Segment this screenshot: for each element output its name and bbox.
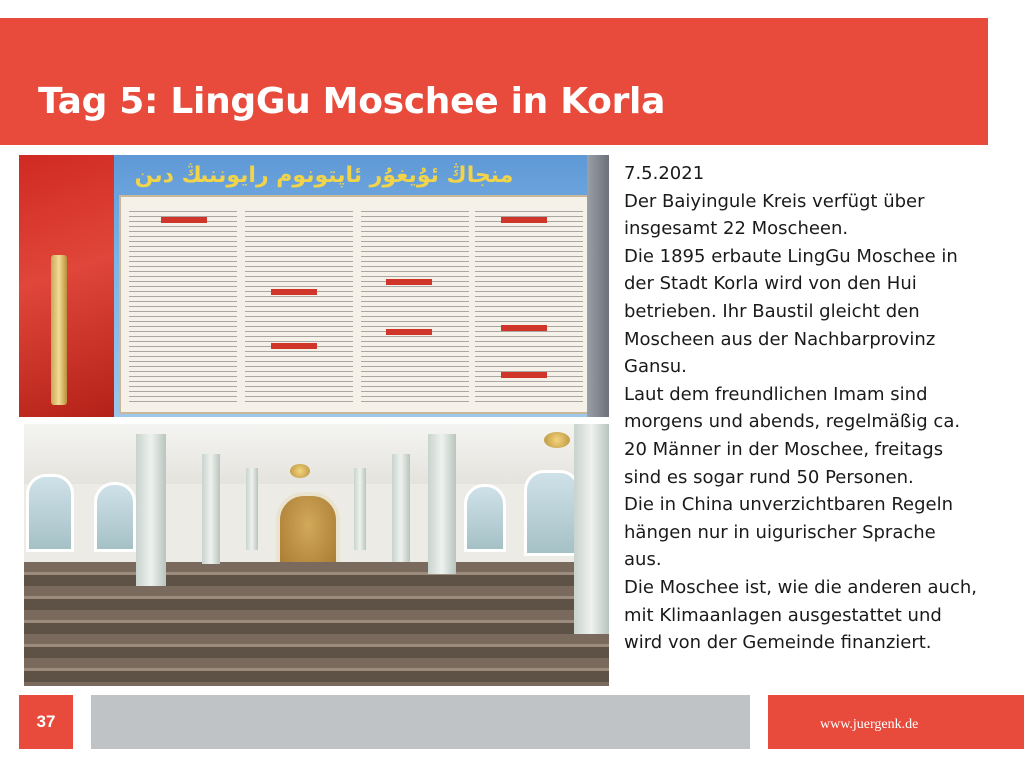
section-marker — [386, 329, 432, 335]
pillar — [428, 434, 456, 574]
body-line: Laut dem freundlichen Imam sind — [624, 383, 928, 405]
window — [524, 470, 580, 556]
section-marker — [161, 217, 207, 223]
section-marker — [501, 325, 547, 331]
mosque-interior-photo — [24, 424, 609, 686]
section-marker — [386, 279, 432, 285]
slide-body-text — [624, 160, 1004, 657]
section-marker — [501, 217, 547, 223]
section-marker — [501, 372, 547, 378]
body-line: mit Klimaanlagen ausgestattet und — [624, 604, 942, 626]
section-marker — [271, 289, 317, 295]
window — [26, 474, 74, 552]
body-line: Die in China unverzichtbaren Regeln — [624, 494, 954, 516]
chandelier — [544, 432, 570, 448]
text-column — [245, 211, 353, 403]
body-line: der Stadt Korla wird von den Hui — [624, 273, 917, 295]
pillar — [136, 434, 166, 586]
pillar — [574, 424, 609, 634]
golden-pillar-decoration — [51, 255, 67, 405]
body-line: Die Moschee ist, wie die anderen auch, — [624, 576, 977, 598]
body-line: Der Baiyingule Kreis verfügt über — [624, 190, 925, 212]
body-line: wird von der Gemeinde finanziert. — [624, 632, 932, 654]
body-line: Die 1895 erbaute LingGu Moschee in — [624, 245, 958, 267]
section-marker — [271, 343, 317, 349]
window — [94, 482, 136, 552]
chandelier — [290, 464, 310, 478]
window — [464, 484, 506, 552]
footer-bar — [91, 695, 750, 749]
pillar — [202, 454, 220, 564]
website-url: www.juergenk.de — [820, 717, 919, 732]
body-line: betrieben. Ihr Baustil gleicht den — [624, 300, 920, 322]
body-line: Moscheen aus der Nachbarprovinz — [624, 328, 936, 350]
body-line: aus. — [624, 549, 662, 571]
body-line: 20 Männer in der Moschee, freitags — [624, 438, 944, 460]
body-line: Gansu. — [624, 356, 687, 378]
page-number: 37 — [19, 695, 73, 749]
pillar — [392, 454, 410, 562]
body-line: insgesamt 22 Moscheen. — [624, 218, 849, 240]
board-headline: ﻣﻨﺠﺎڭ ﺋﯘﻳﻐﯘﺭ ﺋﺎﭘﺘﻮﻧﻮﻡ ﺭﺍﻳﻮﻧﻨﯩﯔ ﺩﯨﻦ — [134, 163, 514, 188]
wall-edge — [587, 155, 609, 417]
body-line: sind es sogar rund 50 Personen. — [624, 466, 914, 488]
rules-poster — [119, 195, 593, 414]
propaganda-board-photo — [19, 155, 609, 417]
pillar — [246, 468, 258, 550]
prayer-carpet — [24, 562, 609, 686]
slide-title: Tag 5: LingGu Moschee in Korla — [38, 81, 666, 122]
body-line: morgens und abends, regelmäßig ca. — [624, 411, 961, 433]
body-line: hängen nur in uigurischer Sprache — [624, 521, 936, 543]
body-line: 7.5.2021 — [624, 163, 705, 184]
text-column — [129, 211, 237, 403]
text-column — [361, 211, 469, 403]
pillar — [354, 468, 366, 550]
